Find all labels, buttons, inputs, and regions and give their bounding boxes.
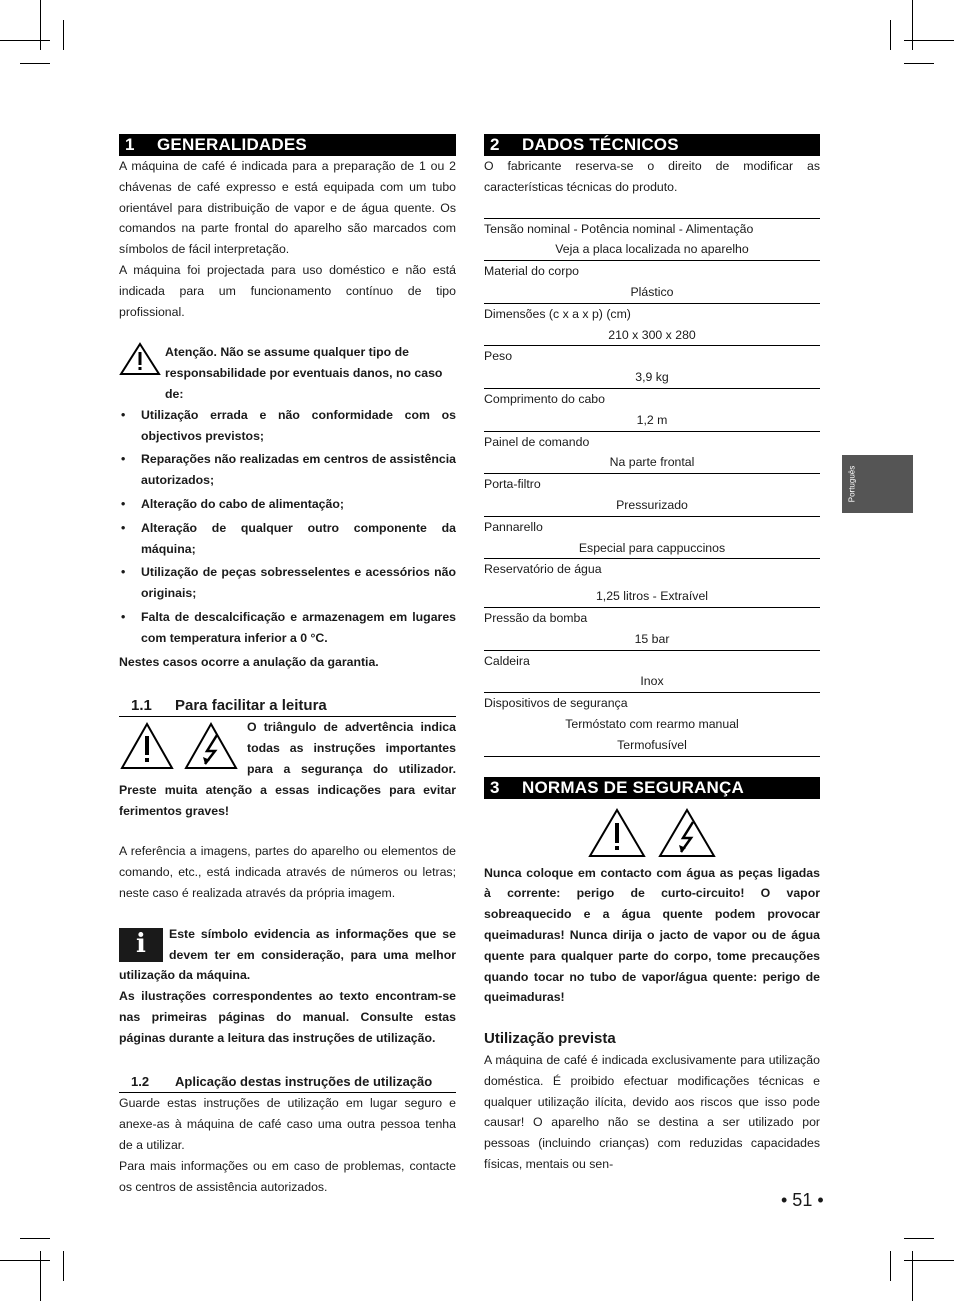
spec-value: Inox — [640, 674, 664, 689]
language-tab — [842, 455, 913, 513]
crop-mark — [40, 1251, 41, 1301]
spec-row — [484, 260, 820, 303]
crop-mark — [904, 1238, 934, 1239]
list-item: • Alteração de qualquer outro componente da máquina; — [119, 518, 456, 560]
section-header-dados-tecnicos — [484, 134, 820, 156]
spec-label: Porta-filtro — [484, 477, 541, 492]
spec-value: 1,2 m — [636, 412, 668, 427]
warning-triangle-icon — [119, 721, 175, 771]
crop-mark — [904, 40, 954, 41]
crop-mark — [20, 63, 50, 64]
spec-value: Pressurizado — [616, 497, 688, 512]
contact-paragraph: Para mais informações ou em caso de problemas, contacte os centros de assistência autorizados. — [119, 1158, 456, 1194]
intro-paragraph: A máquina foi projectada para uso doméstico e não está indicada para um funcionamento contínuo de tipo profissional. — [119, 262, 456, 319]
liability-list — [119, 405, 456, 649]
reserve-paragraph: O fabricante reserva-se o direito de modificar as características técnicas do produto. — [484, 159, 820, 194]
spec-label: Caldeira — [484, 653, 530, 668]
spec-row — [484, 388, 820, 431]
crop-mark — [904, 1260, 954, 1261]
subsection-number: 1.1 — [131, 697, 152, 715]
list-item: • Utilização errada e não conformidade com os objectivos previstos; — [119, 405, 456, 447]
specs-table — [484, 218, 820, 757]
crop-mark — [63, 1251, 64, 1281]
spec-row — [484, 218, 820, 261]
warning-triangle-icon — [587, 807, 647, 859]
crop-mark — [904, 63, 934, 64]
list-item: • Alteração do cabo de alimentação; — [119, 494, 456, 515]
spec-label: Comprimento do cabo — [484, 391, 605, 406]
info-icon-letter: i — [136, 929, 146, 960]
spec-value: Termóstato com rearmo manual — [565, 716, 739, 731]
spec-label: Tensão nominal - Potência nominal - Alimentação — [484, 221, 754, 236]
warning-icons — [119, 721, 239, 771]
crop-mark — [40, 0, 41, 50]
subsection-header-1-2 — [119, 1072, 456, 1093]
warranty-note: Nestes casos ocorre a anulação da garantia. — [119, 654, 379, 669]
spec-row — [484, 473, 820, 516]
info-icon — [119, 928, 163, 962]
electric-shock-icon — [657, 807, 717, 859]
section-title: DADOS TÉCNICOS — [522, 135, 679, 154]
section-header-normas-seguranca — [484, 777, 820, 799]
spec-label: Pressão da bomba — [484, 610, 588, 625]
attention-block — [119, 342, 456, 404]
crop-mark — [890, 20, 891, 50]
intended-use-title: Utilização prevista — [484, 1030, 616, 1048]
keep-instructions-paragraph: Guarde estas instruções de utilização em lugar seguro e anexe-as à máquina de café caso uma outra pessoa tenha de a utilizar. — [119, 1096, 456, 1153]
safety-warning: Nunca coloque em contacto com água as peças ligadas à corrente: perigo de curto-circuito! O vapor sobreaquecido e a água quente podem provocar queimaduras! Nunca dirija o jacto de vapor ou de água quente para qualquer parte do corpo, tome precauções quando tocar no tubo de vapor/água quente: perigo de queimaduras! — [484, 865, 820, 1005]
spec-value: Na parte frontal — [609, 455, 695, 470]
section-title: GENERALIDADES — [157, 135, 307, 154]
spec-row — [484, 607, 820, 650]
electric-shock-icon — [183, 721, 239, 771]
reference-paragraph: A referência a imagens, partes do aparelho ou elementos de comando, etc., está indicada através de números ou letras; neste caso é realizada através da própria imagem. — [119, 844, 456, 900]
crop-mark — [20, 1238, 50, 1239]
crop-mark — [912, 0, 913, 50]
spec-row — [484, 303, 820, 346]
warning-triangle-icon — [119, 342, 161, 376]
spec-label: Reservatório de água — [484, 562, 602, 577]
subsection-title: Aplicação destas instruções de utilização — [175, 1074, 433, 1090]
spec-row — [484, 558, 820, 607]
spec-row — [484, 345, 820, 388]
spec-value: Plástico — [630, 284, 674, 299]
illustrations-note: As ilustrações correspondentes ao texto encontram-se nas primeiras páginas do manual. Consulte estas páginas durante a leitura das instruções de utilização. — [119, 989, 456, 1045]
section-number: 3 — [490, 777, 500, 797]
crop-mark — [0, 40, 50, 41]
list-item: • Reparações não realizadas em centros de assistência autorizados; — [119, 449, 456, 491]
left-column — [119, 134, 456, 1197]
spec-label: Dispositivos de segurança — [484, 696, 628, 711]
spec-value: Veja a placa localizada no aparelho — [555, 242, 749, 257]
section-number: 2 — [490, 135, 500, 154]
spec-label: Painel de comando — [484, 434, 590, 449]
spec-value: 3,9 kg — [635, 370, 669, 385]
spec-label: Dimensões (c x a x p) (cm) — [484, 306, 631, 321]
page-number: • 51 • — [781, 1190, 824, 1210]
section-number: 1 — [125, 135, 135, 154]
language-tab-label: Português — [847, 465, 857, 503]
spec-value: 1,25 litros - Extraível — [595, 589, 709, 604]
crop-mark — [912, 1251, 913, 1301]
section-header-generalidades — [119, 134, 456, 156]
intended-use-paragraph: A máquina de café é indicada exclusivamente para utilização doméstica. É proibido efectuar modificações técnicas e qualquer utilização ilícita, devido aos riscos que isso pode causar! O aparelho não se destina a ser utilizado por pessoas (incluindo crianças) com reduzidas capacidades físicas, mentais ou sen- — [484, 1053, 820, 1172]
safety-icons — [484, 807, 820, 859]
info-explanation: Este símbolo evidencia as informações que se devem ter em consideração, para uma melhor utilização da máquina. — [119, 926, 456, 983]
list-item: • Utilização de peças sobresselentes e acessórios não originais; — [119, 562, 456, 604]
spec-label: Peso — [484, 349, 513, 364]
subsection-title: Para facilitar a leitura — [175, 697, 327, 715]
spec-row — [484, 431, 820, 474]
subsection-header-1-1 — [119, 696, 456, 717]
spec-row — [484, 650, 820, 693]
intro-paragraph: A máquina de café é indicada para a preparação de 1 ou 2 chávenas de café expresso e está equipada com um tubo orientável para distribuição de vapor e de água quente. Os comandos na parte frontal do aparelho são marcados com símbolos de fácil interpretação. — [119, 159, 456, 257]
crop-mark — [890, 1251, 891, 1281]
crop-mark — [63, 20, 64, 50]
list-item: • Falta de descalcificação e armazenagem em lugares com temperatura inferior a 0 °C. — [119, 607, 456, 649]
spec-value: Termofusível — [617, 737, 687, 752]
spec-label: Pannarello — [484, 519, 543, 534]
spec-value: Especial para cappuccinos — [578, 540, 726, 555]
subsection-number: 1.2 — [131, 1074, 150, 1090]
spec-value: 210 x 300 x 280 — [608, 327, 696, 342]
crop-mark — [0, 1260, 50, 1261]
right-column — [484, 134, 820, 1175]
attention-text: Atenção. Não se assume qualquer tipo de responsabilidade por eventuais danos, no caso de: — [165, 345, 443, 401]
section-title: NORMAS DE SEGURANÇA — [522, 777, 744, 797]
spec-row — [484, 516, 820, 559]
spec-label: Material do corpo — [484, 264, 580, 279]
triangle-explanation: O triângulo de advertência indica todas as instruções importantes para a segurança do utilizador. Preste muita atenção a essas indicações para evitar ferimentos graves! — [119, 720, 456, 818]
spec-value: 15 bar — [634, 631, 670, 646]
spec-row — [484, 692, 820, 755]
